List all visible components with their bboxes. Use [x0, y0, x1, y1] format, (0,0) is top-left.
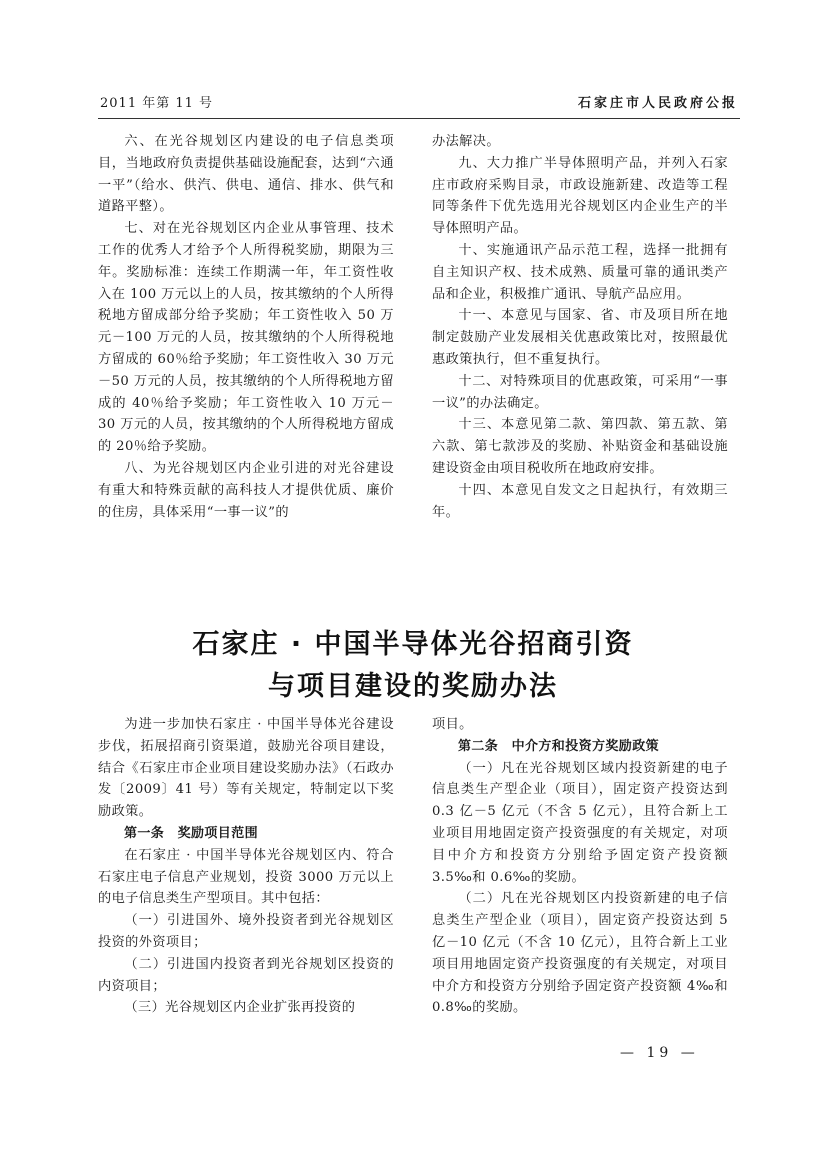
publication-title: 石家庄市人民政府公报: [577, 96, 738, 111]
paragraph-seven: 七、对在光谷规划区内企业从事管理、技术工作的优秀人才给予个人所得税奖励，期限为三年。奖励标准：连续工作期满一年，年工资性收入在 100 万元以上的人员，按其缴纳的个人所得税地方留成部分给予奖励；年工资性收入 50 万元－100 万元的人员，按其缴纳的个人所得税地方留成的 60％给予奖励；年工资性收入 30 万元－50 万元的人员，按其缴纳的个人所得税地方留成的 40％给予奖励；年工资性收入 10 万元－30 万元的人员，按其缴纳的个人所得税地方留成的 20％给予奖励。: [98, 221, 394, 455]
article-one-body: 在石家庄 · 中国半导体光谷规划区内、符合石家庄电子信息产业规划，投资 3000 万元以上的电子信息类生产型项目。其中包括：: [98, 847, 394, 907]
article-two-item-1: （一）凡在光谷规划区域内投资新建的电子信息类生产型企业（项目），固定资产投资达到 0.3 亿－5 亿元（不含 5 亿元），且符合新上工业项目用地固定资产投资强度的有关规定，对项目中介方和投资方分别给予固定资产投资额 3.5‰和 0.6‰的奖励。: [432, 760, 728, 885]
top-right-column: [432, 131, 728, 523]
article-one-item-2: （二）引进国内投资者到光谷规划区投资的内资项目；: [98, 956, 394, 994]
paragraph-fourteen: 十四、本意见自发文之日起执行，有效期三年。: [432, 482, 728, 520]
issue-label: 2011 年第 11 号: [100, 96, 214, 111]
paragraph-thirteen: 十三、本意见第二款、第四款、第五款、第六款、第七款涉及的奖励、补贴资金和基础设施建设资金由项目税收所在地政府安排。: [432, 417, 728, 476]
paragraph-eleven: 十一、本意见与国家、省、市及项目所在地制定鼓励产业发展相关优惠政策比对，按照最优惠政策执行，但不重复执行。: [432, 308, 728, 367]
article-title-line1: 石家庄 · 中国半导体光谷招商引资: [192, 629, 634, 660]
paragraph-ten: 十、实施通讯产品示范工程，选择一批拥有自主知识产权、技术成熟、质量可靠的通讯类产品和企业，积极推广通讯、导航产品应用。: [432, 242, 728, 302]
article-one-item-3: （三）光谷规划区内企业扩张再投资的: [124, 1000, 356, 1016]
article-title-line2: 与项目建设的奖励办法: [268, 671, 558, 702]
item-3-continuation: 项目。: [432, 717, 473, 732]
article-title: [0, 624, 826, 708]
paragraph-eight: 八、为光谷规划区内企业引进的对光谷建设有重大和特殊贡献的高科技人才提供优质、廉价的住房，具体采用“一事一议”的: [98, 460, 394, 520]
paragraph-six: 六、在光谷规划区内建设的电子信息类项目，当地政府负责提供基础设施配套，达到“六通一平”（给水、供汽、供电、通信、排水、供气和道路平整）。: [98, 134, 394, 215]
article-one-item-1: （一）引进国外、境外投资者到光谷规划区投资的外资项目；: [98, 913, 394, 950]
paragraph-eight-continuation: 办法解决。: [432, 134, 500, 149]
paragraph-twelve: 十二、对特殊项目的优惠政策，可采用“一事一议”的办法确定。: [432, 373, 728, 411]
bottom-right-column: [432, 714, 728, 1019]
top-left-column: [98, 131, 394, 523]
article-two-heading: 第二条 中介方和投资方奖励政策: [458, 738, 660, 754]
paragraph-nine: 九、大力推广半导体照明产品，并列入石家庄市政府采购目录，市政设施新建、改造等工程同等条件下优先选用光谷规划区内企业生产的半导体照明产品。: [432, 155, 728, 237]
intro-paragraph: 为进一步加快石家庄 · 中国半导体光谷建设步伐，拓展招商引资渠道，鼓励光谷项目建设，结合《石家庄市企业项目建设奖励办法》（石政办发〔2009〕41 号）等有关规定，特制定以下奖励政策。: [98, 717, 394, 820]
article-one-heading: 第一条 奖励项目范围: [124, 825, 259, 841]
article-two-item-2: （二）凡在光谷规划区内投资新建的电子信息类生产型企业（项目），固定资产投资达到 5 亿－10 亿元（不含 10 亿元），且符合新上工业项目用地固定资产投资强度的有关规定，对项目中介方和投资方分别给予固定资产投资额 4‰和 0.8‰的奖励。: [432, 891, 728, 1016]
page-number: — 19 —: [620, 1045, 699, 1061]
header-divider: [98, 118, 740, 119]
bottom-left-column: [98, 714, 394, 1019]
